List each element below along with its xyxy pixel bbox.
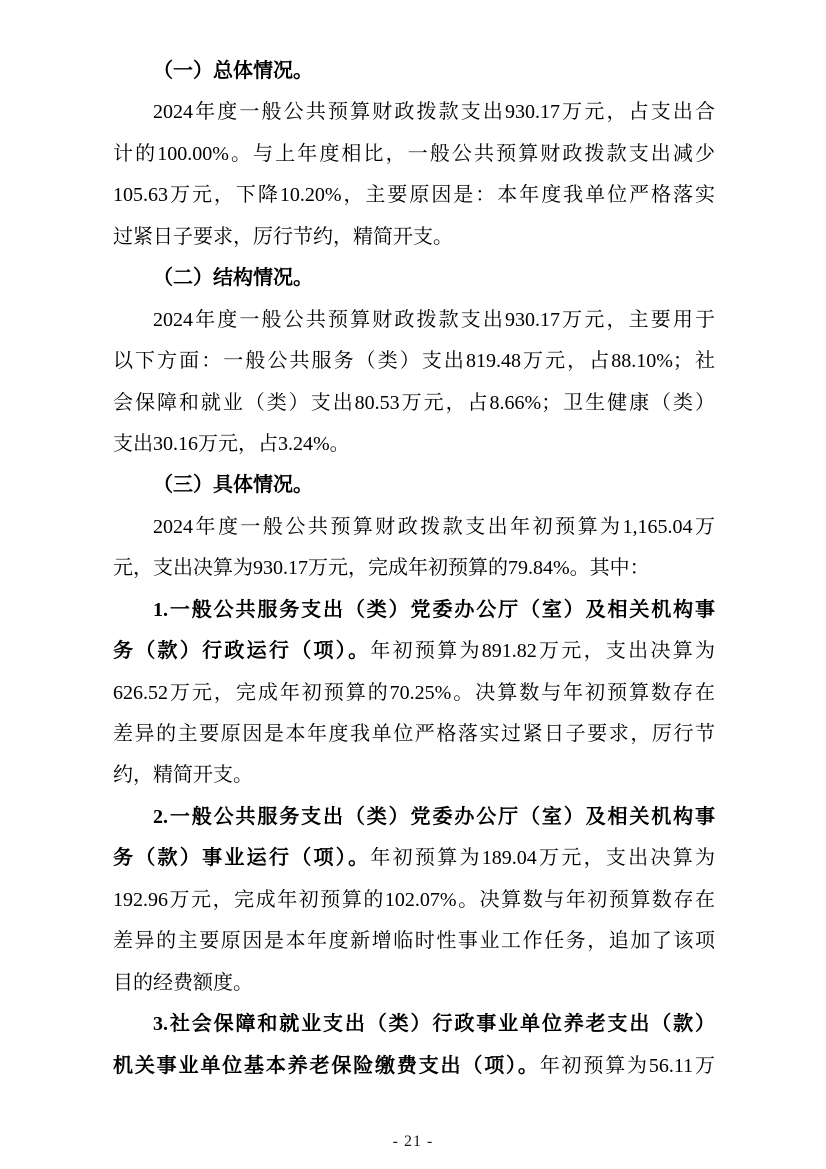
- text-line: [113, 673, 715, 714]
- text-segment: 会保障和就业（类）支出80.53万元，占8.66%；卫生健康（类）: [113, 391, 715, 414]
- text-line: [113, 175, 715, 216]
- text-line: [113, 1046, 715, 1087]
- page-footer: [0, 1132, 826, 1152]
- text-segment: 2024年度一般公共预算财政拨款支出930.17万元，主要用于: [153, 308, 715, 331]
- text-line: [113, 1004, 715, 1045]
- bold-text-segment: （一）总体情况。: [153, 60, 313, 82]
- text-segment: 目的经费额度。: [113, 971, 253, 994]
- bold-text-segment: （三）具体情况。: [153, 474, 313, 497]
- text-line: [113, 755, 715, 796]
- text-line: [113, 880, 715, 921]
- text-line: [113, 300, 715, 341]
- text-segment: 192.96万元，完成年初预算的102.07%。决算数与年初预算数存在: [113, 888, 715, 911]
- text-segment: 年初预算为891.82万元，支出决算为: [370, 640, 716, 663]
- bold-text-segment: 务（款）行政运行（项）。: [113, 640, 371, 663]
- section-heading: [113, 258, 715, 299]
- text-segment: 2024年度一般公共预算财政拨款支出930.17万元，占支出合: [153, 101, 715, 124]
- text-segment: 105.63万元，下降10.20%，主要原因是：本年度我单位严格落实: [113, 184, 715, 207]
- text-segment: 约，精简开支。: [113, 764, 253, 787]
- text-line: [113, 134, 715, 175]
- text-line: [113, 838, 715, 879]
- text-line: [113, 92, 715, 133]
- text-line: [113, 631, 715, 672]
- text-line: [113, 217, 715, 258]
- document-text-block: [113, 51, 715, 1087]
- bold-text-segment: 3.社会保障和就业支出（类）行政事业单位养老支出（款）: [153, 1013, 715, 1036]
- text-segment: 差异的主要原因是本年度我单位严格落实过紧日子要求，厉行节: [113, 723, 715, 745]
- page-number: - 21 -: [392, 1133, 434, 1150]
- text-segment: 626.52万元，完成年初预算的70.25%。决算数与年初预算数存在: [113, 681, 715, 704]
- text-line: [113, 424, 715, 465]
- text-segment: 计的100.00%。与上年度相比，一般公共预算财政拨款支出减少: [113, 142, 715, 165]
- text-line: [113, 341, 715, 382]
- text-line: [113, 548, 715, 589]
- text-line: [113, 921, 715, 962]
- bold-text-segment: 务（款）事业运行（项）。: [113, 847, 371, 870]
- text-segment: 支出30.16万元，占3.24%。: [113, 432, 350, 455]
- text-segment: 年初预算为189.04万元，支出决算为: [370, 847, 716, 870]
- text-segment: 差异的主要原因是本年度新增临时性事业工作任务，追加了该项: [113, 930, 715, 953]
- bold-text-segment: 机关事业单位基本养老保险缴费支出（项）。: [113, 1054, 540, 1077]
- bold-text-segment: 2.一般公共服务支出（类）党委办公厅（室）及相关机构事: [153, 805, 715, 828]
- section-heading: [113, 465, 715, 506]
- bold-text-segment: （二）结构情况。: [153, 267, 313, 290]
- text-segment: 元，支出决算为930.17万元，完成年初预算的79.84%。其中：: [113, 557, 650, 580]
- text-line: [113, 590, 715, 631]
- text-line: [113, 797, 715, 838]
- text-segment: 过紧日子要求，厉行节约，精简开支。: [113, 225, 453, 248]
- text-segment: 2024年度一般公共预算财政拨款支出年初预算为1,165.04万: [153, 515, 715, 538]
- section-heading: [113, 51, 715, 92]
- bold-text-segment: 1.一般公共服务支出（类）党委办公厅（室）及相关机构事: [153, 598, 715, 621]
- text-segment: 以下方面：一般公共服务（类）支出819.48万元，占88.10%；社: [113, 350, 715, 373]
- text-line: [113, 963, 715, 1004]
- text-line: [113, 507, 715, 548]
- text-segment: 年初预算为56.11万: [539, 1054, 715, 1077]
- text-line: [113, 714, 715, 755]
- text-line: [113, 383, 715, 424]
